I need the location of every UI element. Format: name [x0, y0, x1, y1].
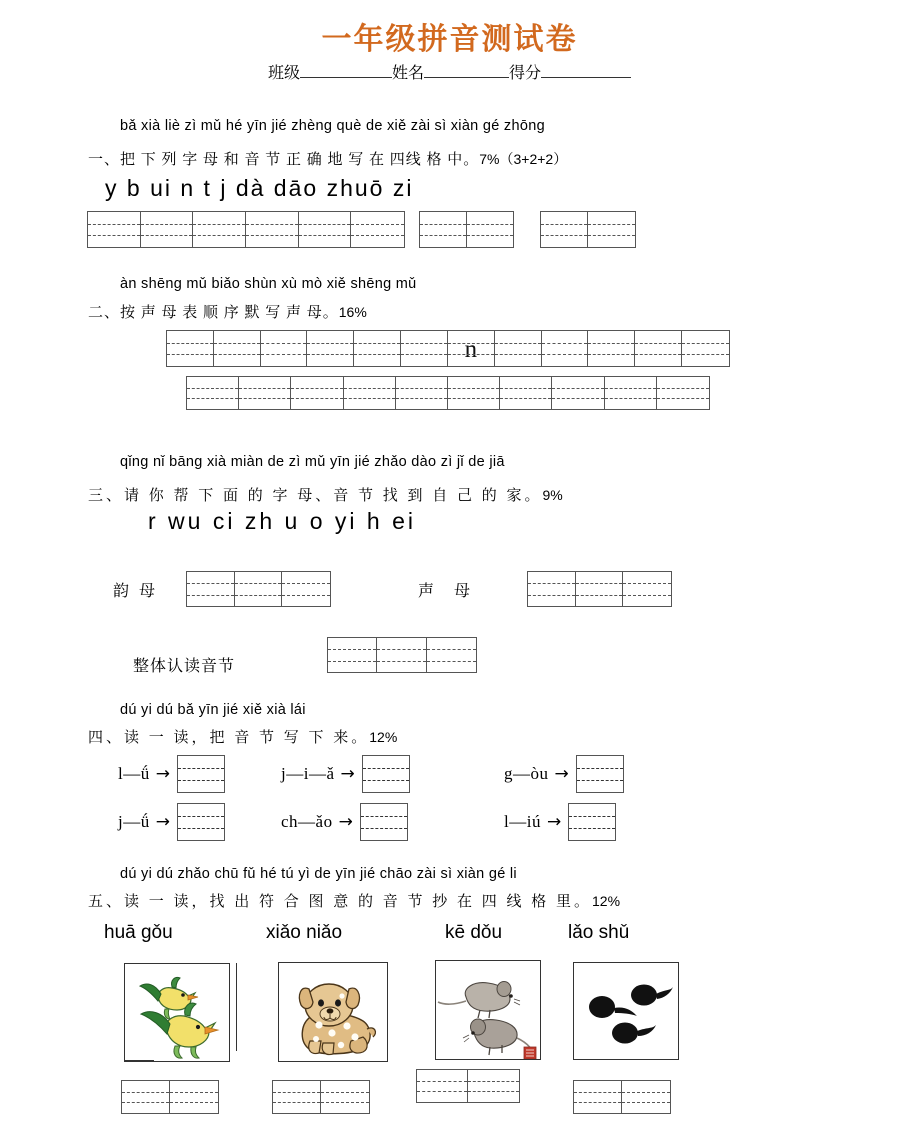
section-2-question [88, 301, 367, 322]
section-4-points: 12% [369, 729, 398, 745]
grid-cell[interactable] [282, 572, 330, 606]
grid-cell[interactable] [542, 331, 589, 366]
spell-formula: l—iú [504, 812, 541, 831]
grid-cell[interactable] [427, 638, 476, 672]
arrow-icon: → [338, 812, 353, 832]
page-title: 一年级拼音测试卷 [321, 23, 578, 56]
spell-item-1 [118, 755, 225, 793]
grid-cell-filled[interactable] [448, 331, 495, 366]
grid-cell-answer: n [464, 336, 478, 364]
grid-cell[interactable] [351, 212, 404, 247]
shengmu-grid[interactable] [527, 571, 672, 607]
grid-cell[interactable] [576, 572, 624, 606]
spell-item-4 [118, 803, 225, 841]
answer-grid-1[interactable] [121, 1080, 219, 1114]
grid-cell[interactable] [299, 212, 352, 247]
grid-cell[interactable] [605, 377, 657, 409]
birds-picture [124, 963, 230, 1062]
section-5-question [88, 890, 620, 911]
grid-cell[interactable] [622, 1081, 670, 1113]
word-label-1: huā gǒu [104, 922, 173, 943]
spell-answer-box[interactable] [177, 755, 225, 793]
yunmu-grid[interactable] [186, 571, 331, 607]
grid-cell[interactable] [246, 212, 299, 247]
section-1-question-text: 一、把 下 列 字 母 和 音 节 正 确 地 写 在 四线 格 中。 [88, 152, 480, 168]
section-4-pinyin: dú yi dú bǎ yīn jié xiě xià lái [120, 702, 306, 718]
grid-cell[interactable] [187, 377, 239, 409]
answer-grid-2[interactable] [272, 1080, 370, 1114]
grid-cell[interactable] [187, 572, 235, 606]
spell-answer-box[interactable] [576, 755, 624, 793]
grid-cell[interactable] [623, 572, 671, 606]
word-label-4: lǎo shǔ [568, 922, 630, 943]
section-4-question [88, 726, 397, 747]
grid-cell[interactable] [239, 377, 291, 409]
grid-cell[interactable] [88, 212, 141, 247]
grid-cell[interactable] [588, 212, 635, 247]
grid-cell[interactable] [193, 212, 246, 247]
grid-cell[interactable] [141, 212, 194, 247]
name-blank[interactable] [424, 77, 509, 78]
grid-cell[interactable] [682, 331, 729, 366]
grid-cell[interactable] [541, 212, 588, 247]
arrow-icon: → [554, 764, 569, 784]
zhengti-label: 整体认读音节 [133, 658, 236, 675]
grid-cell[interactable] [170, 1081, 218, 1113]
spell-formula: j—i—ǎ [281, 764, 335, 783]
grid-cell[interactable] [552, 377, 604, 409]
section-2-pinyin: àn shēng mǔ biǎo shùn xù mò xiě shēng mǔ [120, 276, 417, 292]
shengmu-label: 声 母 [418, 583, 479, 600]
section-5-question-text: 五、读 一 读，找 出 符 合 图 意 的 音 节 抄 在 四 线 格 里。 [88, 894, 593, 910]
section-5-pinyin: dú yi dú zhǎo chū fǔ hé tú yì de yīn jié chāo zài sì xiàn gé li [120, 866, 517, 882]
arrow-icon: → [155, 812, 170, 832]
grid-cell[interactable] [588, 331, 635, 366]
name-label: 姓名 [391, 65, 424, 82]
grid-cell[interactable] [420, 212, 467, 247]
section-2-question-text: 二、按 声 母 表 顺 序 默 写 声 母。 [88, 305, 339, 321]
section-2-points: 16% [338, 304, 367, 320]
arrow-icon: → [340, 764, 355, 784]
score-blank[interactable] [541, 77, 631, 78]
section-1-grid-3[interactable] [540, 211, 636, 248]
student-info-line [0, 60, 899, 83]
answer-grid-4[interactable] [573, 1080, 671, 1114]
grid-cell[interactable] [167, 331, 214, 366]
section-1-letters: y b ui n t j dà dāo zhuō zi [105, 175, 414, 201]
grid-cell[interactable] [307, 331, 354, 366]
grid-cell[interactable] [448, 377, 500, 409]
spell-item-5 [281, 803, 408, 841]
section-4-question-text: 四、读 一 读，把 音 节 写 下 来。 [88, 730, 370, 746]
score-label: 得分 [509, 65, 542, 82]
spell-formula: l—ǘ [118, 764, 150, 783]
section-3-points: 9% [542, 487, 563, 503]
grid-cell[interactable] [354, 331, 401, 366]
section-2-grid-row-1[interactable] [166, 330, 730, 367]
grid-cell[interactable] [214, 331, 261, 366]
grid-cell[interactable] [495, 331, 542, 366]
grid-cell[interactable] [467, 212, 513, 247]
grid-cell[interactable] [396, 377, 448, 409]
class-blank[interactable] [300, 77, 392, 78]
section-2-grid-row-2[interactable] [186, 376, 710, 410]
grid-cell[interactable] [328, 638, 377, 672]
grid-cell[interactable] [417, 1070, 468, 1102]
grid-cell[interactable] [122, 1081, 170, 1113]
section-1-grid-1[interactable] [87, 211, 405, 248]
spell-formula: j—ǘ [118, 812, 150, 831]
grid-cell[interactable] [291, 377, 343, 409]
grid-cell[interactable] [344, 377, 396, 409]
arrow-icon: → [546, 812, 562, 832]
spell-answer-box[interactable] [568, 803, 616, 841]
grid-cell[interactable] [528, 572, 576, 606]
section-1-points: 7%（3+2+2） [479, 151, 568, 167]
grid-cell[interactable] [657, 377, 709, 409]
section-5-points: 12% [592, 893, 621, 909]
class-label: 班级 [267, 65, 300, 82]
grid-cell[interactable] [574, 1081, 622, 1113]
zhengti-grid[interactable] [327, 637, 477, 673]
tadpoles-picture [573, 962, 679, 1060]
grid-cell[interactable] [401, 331, 448, 366]
puppy-picture [278, 962, 388, 1062]
grid-cell[interactable] [273, 1081, 321, 1113]
yunmu-label: 韵 母 [113, 583, 159, 600]
section-1-pinyin: bǎ xià liè zì mǔ hé yīn jié zhèng què de xiě zài sì xiàn gé zhōng [120, 118, 545, 134]
grid-cell[interactable] [468, 1070, 519, 1102]
section-3-question [88, 484, 563, 505]
word-label-3: kē dǒu [445, 922, 503, 943]
arrow-icon: → [155, 764, 170, 784]
section-3-question-text: 三、请 你 帮 下 面 的 字 母、音 节 找 到 自 己 的 家。 [88, 488, 543, 504]
spell-formula: g—òu [504, 764, 549, 783]
grid-cell[interactable] [321, 1081, 369, 1113]
spell-formula: ch—ǎo [281, 812, 333, 831]
birds-frame-bottom-line [124, 1060, 154, 1061]
section-1-question [88, 148, 567, 169]
grid-cell[interactable] [377, 638, 426, 672]
spell-answer-box[interactable] [177, 803, 225, 841]
section-3-pinyin: qǐng nǐ bāng xià miàn de zì mǔ yīn jié zhǎo dào zì jǐ de jiā [120, 454, 505, 470]
section-1-grid-2[interactable] [419, 211, 514, 248]
mice-picture [435, 960, 541, 1060]
spell-item-2 [281, 755, 410, 793]
spell-answer-box[interactable] [360, 803, 408, 841]
spell-item-3 [504, 755, 624, 793]
section-3-letters: r wu ci zh u o yi h ei [148, 508, 416, 534]
word-label-2: xiǎo niǎo [266, 922, 343, 943]
grid-cell[interactable] [635, 331, 682, 366]
grid-cell[interactable] [500, 377, 552, 409]
spell-answer-box[interactable] [362, 755, 410, 793]
spell-item-6 [504, 803, 616, 841]
grid-cell[interactable] [261, 331, 308, 366]
birds-frame-side-line [236, 963, 237, 1051]
answer-grid-3[interactable] [416, 1069, 520, 1103]
grid-cell[interactable] [235, 572, 283, 606]
